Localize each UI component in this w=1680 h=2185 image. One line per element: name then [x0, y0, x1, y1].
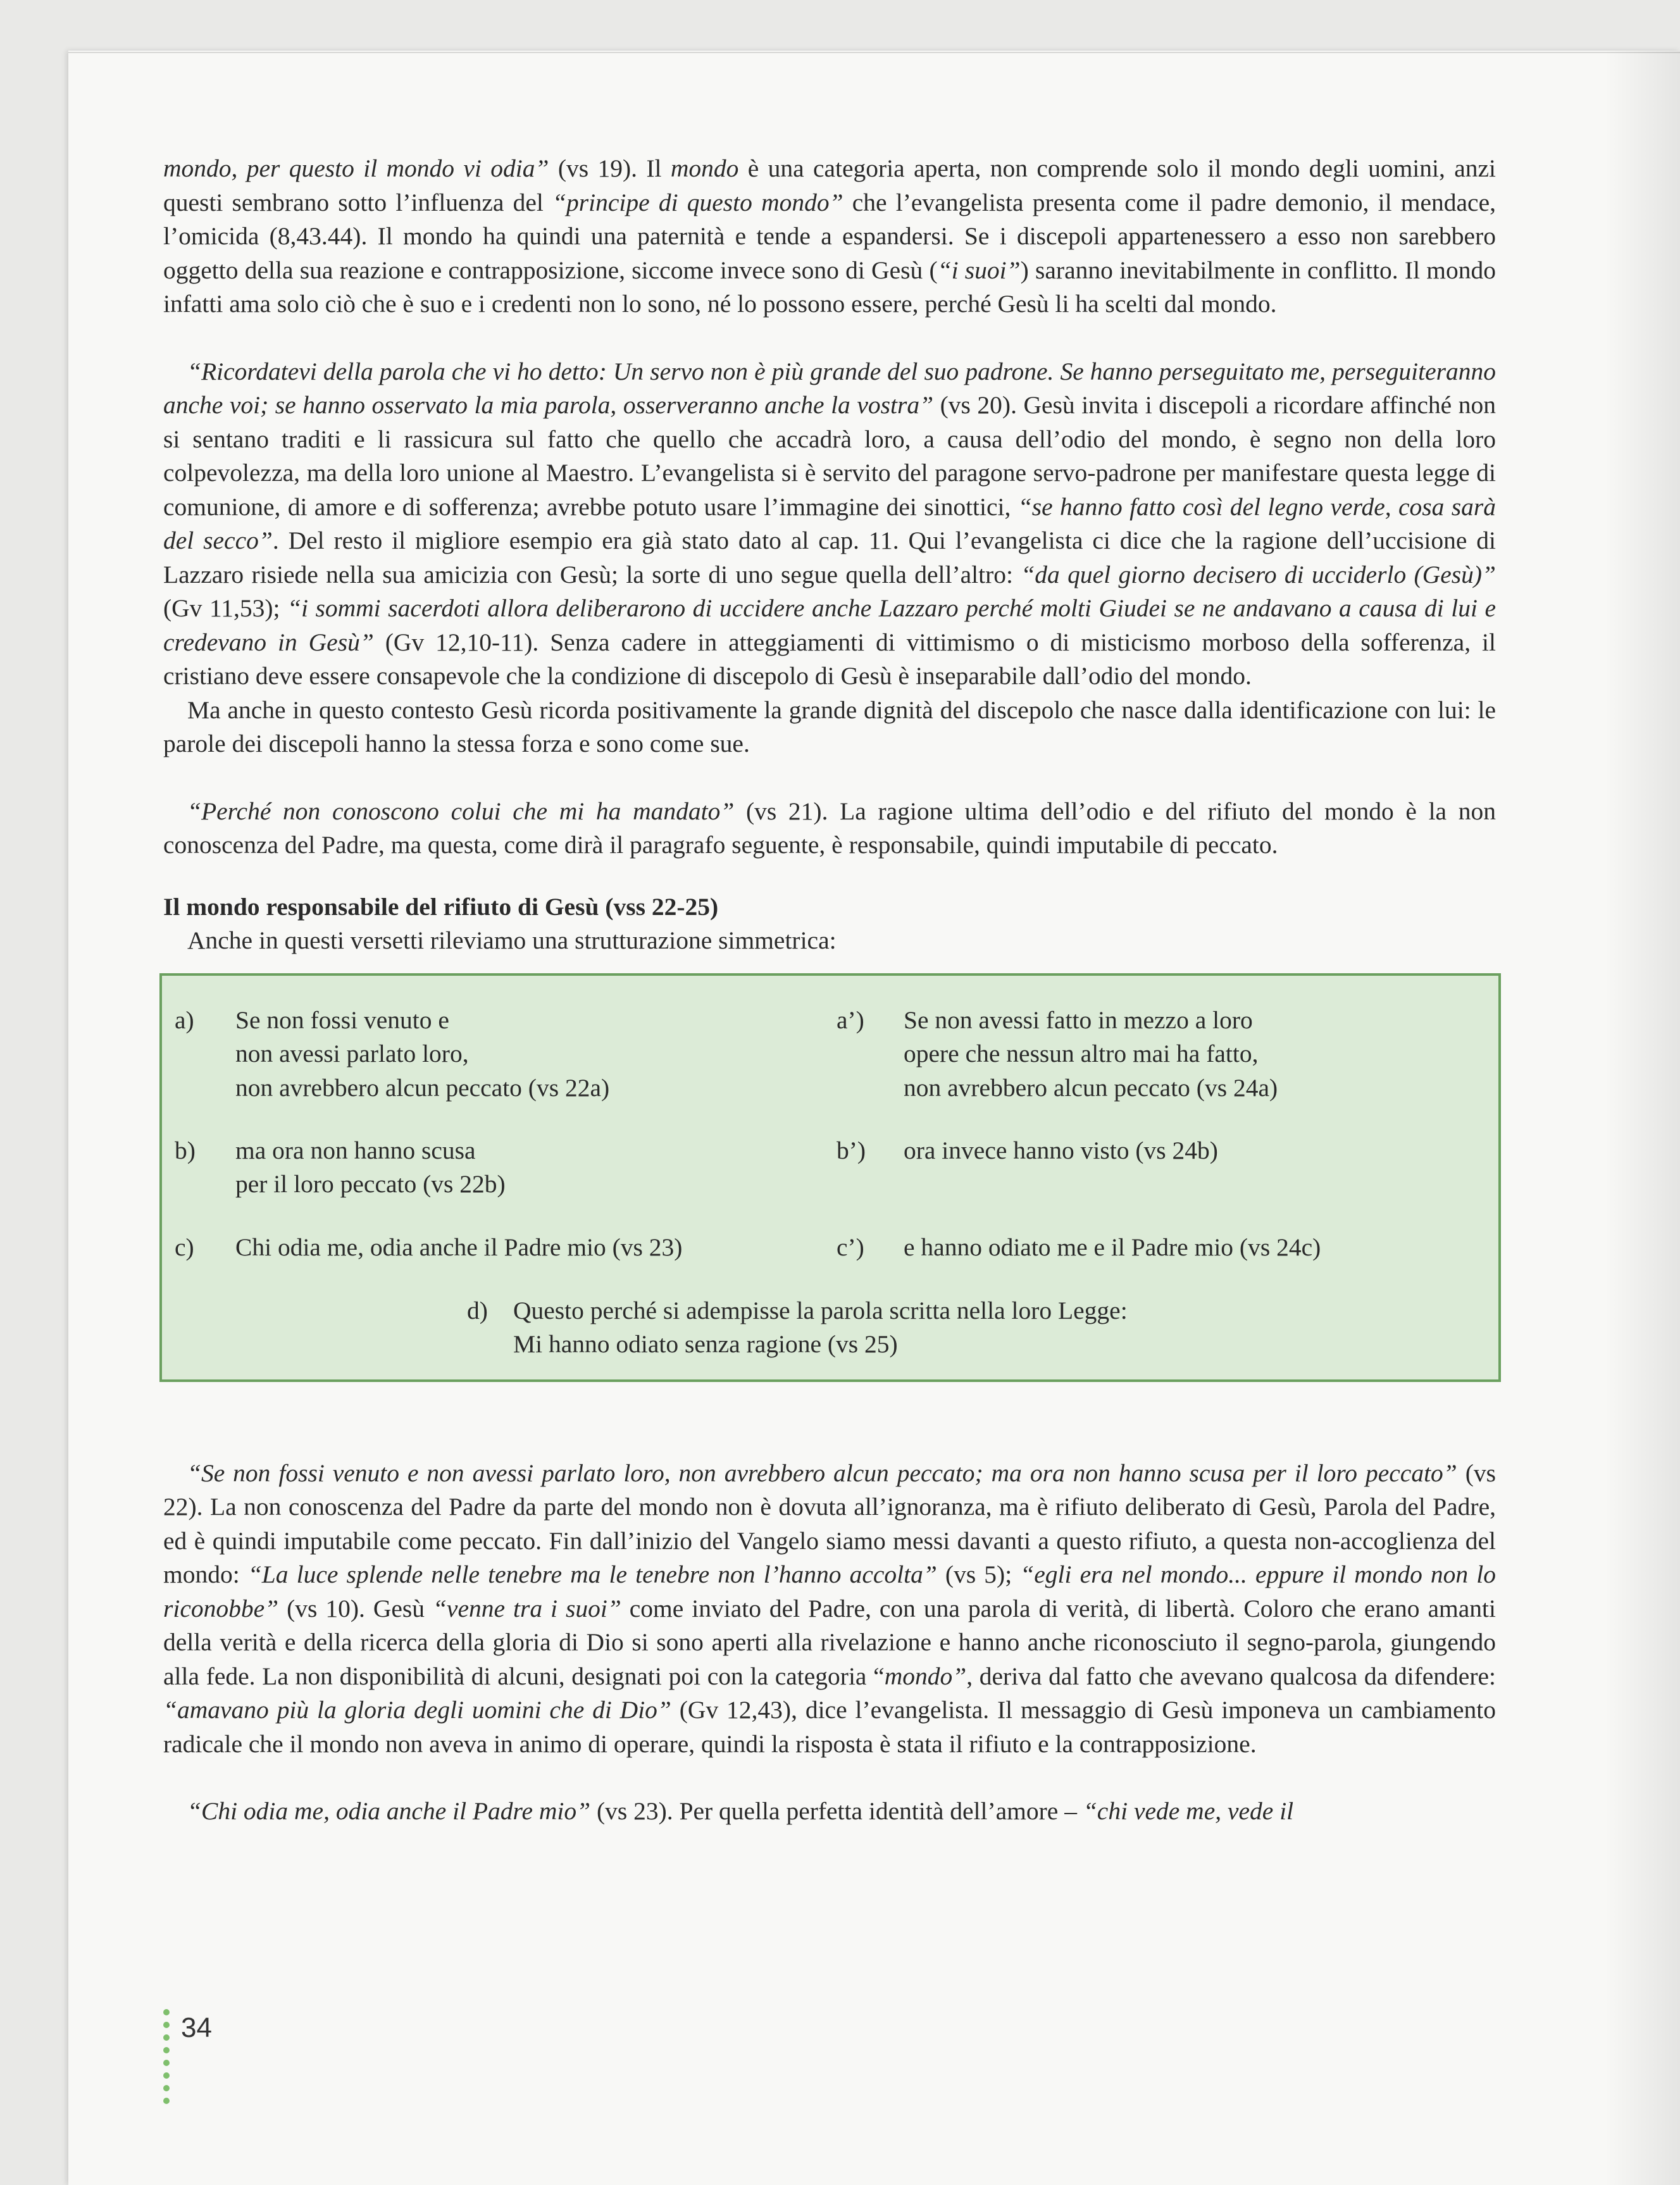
text: (vs 5);: [936, 1560, 1021, 1588]
label-c-prime: c’): [837, 1233, 864, 1261]
quote: “i suoi”: [937, 256, 1021, 284]
quote: “se hanno fatto così del legno verde, cosa sarà del secco”: [163, 492, 1496, 554]
item-c-prime: [904, 1231, 1321, 1265]
emphasis: mondo”: [884, 1662, 967, 1690]
line: e hanno odiato me e il Padre mio (vs 24c): [904, 1233, 1321, 1261]
text: (vs 22). La non conoscenza del Padre da parte del mondo non è dovuta all’ignoranza, ma è rifiuto deliberato di Gesù, Parola del Padre, ed è quindi imputabile come peccato. Fin dall’inizio del Vangelo siamo messi davanti a questo rifiuto, a questa non-accoglienza del mondo:: [163, 1459, 1496, 1588]
item-b: [235, 1134, 506, 1202]
quote: “Se non fossi venuto e non avessi parlato loro, non avrebbero alcun peccato; ma ora non hanno scusa per il loro peccato”: [187, 1459, 1457, 1487]
text: (vs 21). La ragione ultima dell’odio e del rifiuto del mondo è la non conoscenza del Padre, ma questa, come dirà il paragrafo seguente, è responsabile, quindi imputabile di peccato.: [163, 797, 1496, 859]
text: . Del resto il migliore esempio era già stato dato al cap. 11. Qui l’evangelista ci dice che la ragione dell’uccisione di Lazzaro risiede nella sua amicizia con Gesù; la sorte di uno segue quella dell’altro:: [163, 526, 1496, 588]
line: ora invece hanno visto (vs 24b): [904, 1136, 1218, 1164]
page-content: [163, 152, 1496, 1829]
paragraph-3: Ma anche in questo contesto Gesù ricorda positivamente la grande dignità del discepolo che nasce dalla identificazione con lui: le parole dei discepoli hanno la stessa forza e sono come sue.: [163, 695, 1496, 757]
dot: [163, 2034, 170, 2041]
quote: “i sommi sacerdoti allora deliberarono di uccidere anche Lazzaro perché molti Giudei se ne andavano a causa di lui e credevano in Gesù”: [163, 594, 1496, 656]
text: (Gv 12,43), dice l’evangelista. Il messaggio di Gesù imponeva un cambiamento radicale che il mondo non aveva in animo di operare, quindi la risposta è stata il rifiuto e la contrapposizione.: [163, 1696, 1496, 1758]
dot: [163, 2022, 170, 2028]
line: Se non avessi fatto in mezzo a loro: [904, 1005, 1253, 1034]
line: Mi hanno odiato senza ragione (vs 25): [513, 1330, 898, 1358]
section-heading: Il mondo responsabile del rifiuto di Gesù (vss 22-25): [163, 892, 719, 921]
label-c: c): [175, 1233, 194, 1261]
line: Se non fossi venuto e: [235, 1005, 449, 1034]
paragraph-4: [163, 795, 1496, 862]
page-number: 34: [181, 2012, 212, 2043]
quote: “La luce splende nelle tenebre ma le tenebre non l’hanno accolta”: [247, 1560, 937, 1588]
text: (Gv 11,53);: [163, 594, 288, 622]
line: per il loro peccato (vs 22b): [235, 1170, 506, 1198]
paragraph-2: [163, 355, 1496, 694]
quote: “venne tra i suoi”: [432, 1594, 621, 1622]
item-c: [235, 1231, 682, 1265]
quote: “chi vede me, vede il: [1083, 1797, 1294, 1825]
item-a-prime: [904, 1004, 1278, 1105]
item-b-prime: [904, 1134, 1218, 1168]
dot: [163, 2009, 170, 2015]
paragraph-6: [163, 1795, 1496, 1829]
dot: [163, 2098, 170, 2104]
text: (vs 23). Per quella perfetta identità dell’amore –: [590, 1797, 1083, 1825]
paragraph-1: [163, 152, 1496, 321]
paragraph-5: [163, 1457, 1496, 1762]
line: Chi odia me, odia anche il Padre mio (vs 23): [235, 1233, 683, 1261]
label-d: d): [467, 1296, 488, 1324]
dot: [163, 2072, 170, 2079]
label-a-prime: a’): [837, 1005, 864, 1034]
dot: [163, 2060, 170, 2066]
symmetry-structure-box: [159, 973, 1501, 1382]
quote: “principe di questo mondo”: [552, 188, 843, 216]
text: (vs 10). Gesù: [278, 1594, 433, 1622]
quote: “Chi odia me, odia anche il Padre mio”: [187, 1797, 591, 1825]
text: (vs 20). Gesù invita i discepoli a ricordare affinché non si sentano traditi e li rassicura sul fatto che quello che accadrà loro, a causa dell’odio del mondo, è segno non della loro colpevolezza, ma della loro unione al Maestro. L’evangelista si è servito del paragone servo-padrone per manifestare questa legge di comunione, di amore e di sofferenza; avrebbe potuto usare l’immagine dei sinottici,: [163, 391, 1496, 521]
quote: “Ricordatevi della parola che vi ho detto: Un servo non è più grande del suo padrone. Se hanno perseguitato me, perseguiteranno anche voi; se hanno osservato la mia parola, osserveranno anche la vostra”: [163, 357, 1496, 419]
label-b: b): [175, 1136, 196, 1164]
quote: mondo, per questo il mondo vi odia”: [163, 154, 549, 182]
section-intro: Anche in questi versetti rileviamo una strutturazione simmetrica:: [187, 926, 837, 954]
label-b-prime: b’): [837, 1136, 866, 1164]
line: ma ora non hanno scusa: [235, 1136, 476, 1164]
page-top-edge: [68, 52, 1680, 53]
line: opere che nessun altro mai ha fatto,: [904, 1040, 1259, 1068]
line: non avrebbero alcun peccato (vs 22a): [235, 1073, 610, 1102]
item-a: [235, 1004, 609, 1105]
text: che l’evangelista presenta come il padre demonio, il mendace, l’omicida (8,43.44). Il mondo ha quindi una paternità e tende a espandersi. Se i discepoli appartenessero a esso non sarebbero oggetto della sua reazione e contrapposizione, siccome invece sono di Gesù (: [163, 188, 1496, 284]
page-right-shadow: [1604, 51, 1680, 2185]
text: come inviato del Padre, con una parola di verità, di libertà. Coloro che erano amanti della verità e della ricerca della gloria di Dio si sono aperti alla rivelazione e hanno anche riconosciuto il segno-parola, giungendo alla fede. La non disponibilità di alcuni, designati poi con la categoria “: [163, 1594, 1496, 1690]
text: è una categoria aperta, non comprende solo il mondo degli uomini, anzi questi sembrano sotto l’influenza del: [163, 154, 1496, 216]
text: (Gv 12,10-11). Senza cadere in atteggiamenti di vittimismo o di misticismo morboso della sofferenza, il cristiano deve essere consapevole che la condizione di discepolo di Gesù è inseparabile dall’odio del mondo.: [163, 628, 1496, 690]
line: Questo perché si adempisse la parola scritta nella loro Legge:: [513, 1296, 1128, 1324]
text: , deriva dal fatto che avevano qualcosa da difendere:: [966, 1662, 1496, 1690]
quote: “Perché non conoscono colui che mi ha mandato”: [187, 797, 735, 825]
dot: [163, 2085, 170, 2091]
quote: “egli era nel mondo... eppure il mondo non lo riconobbe”: [163, 1560, 1496, 1622]
quote: “amavano più la gloria degli uomini che di Dio”: [163, 1696, 671, 1724]
label-a: a): [175, 1005, 194, 1034]
item-d: [513, 1294, 1128, 1362]
line: non avessi parlato loro,: [235, 1040, 469, 1068]
line: non avrebbero alcun peccato (vs 24a): [904, 1073, 1278, 1102]
text: ) saranno inevitabilmente in conflitto. Il mondo infatti ama solo ciò che è suo e i credenti non lo sono, né lo possono essere, perché Gesù li ha scelti dal mondo.: [163, 256, 1496, 318]
text: (vs 19). Il: [549, 154, 671, 182]
quote: “da quel giorno decisero di ucciderlo (Gesù)”: [1021, 560, 1496, 588]
dot: [163, 2047, 170, 2053]
emphasis: mondo: [670, 154, 739, 182]
